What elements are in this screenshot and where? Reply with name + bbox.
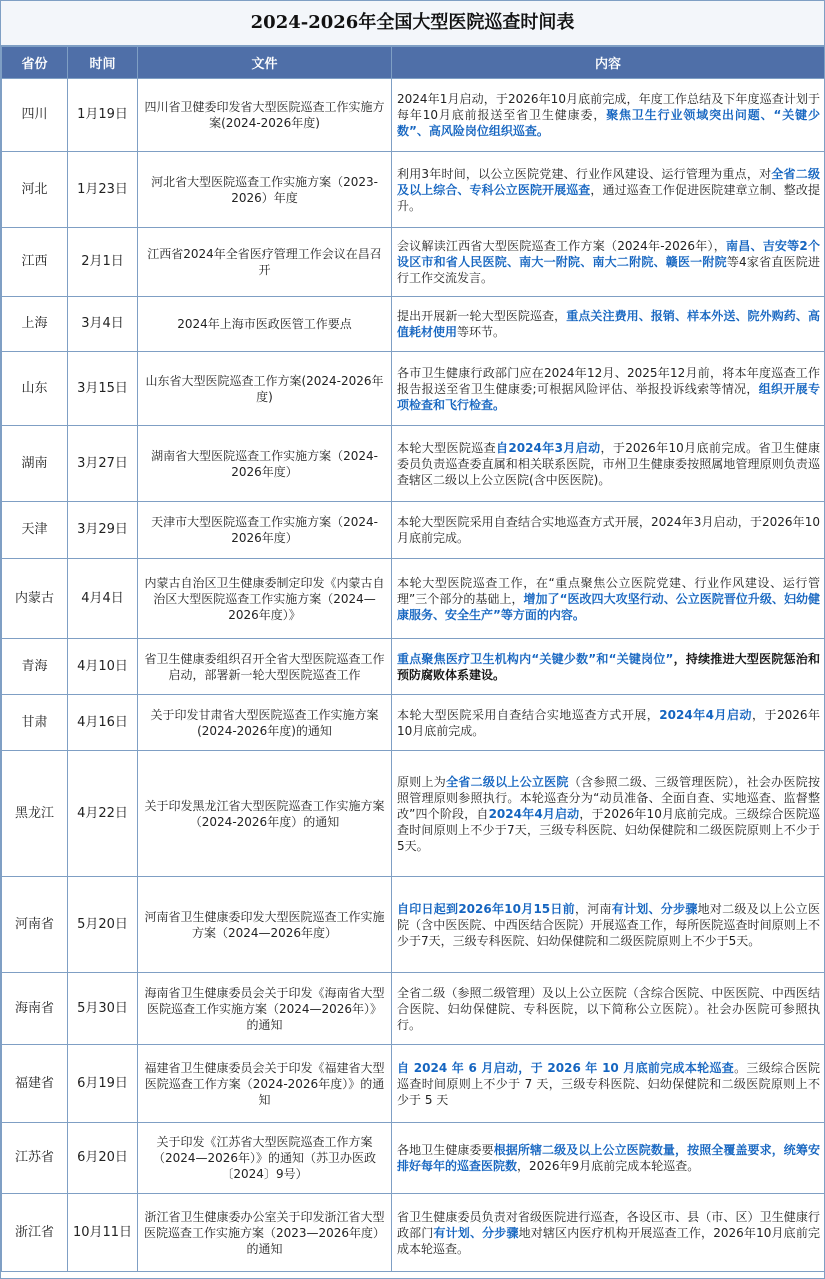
content-text: 各地卫生健康委要	[397, 1143, 494, 1157]
province-cell: 浙江省	[2, 1194, 68, 1272]
content-text: ，河南	[574, 901, 612, 916]
content-text: ，持续推进大型医院惩治和预防腐败体系建设。	[397, 651, 820, 682]
content-text: 利用3年时间，以公立医院党建、行业作风建设、运行管理为重点，对	[397, 166, 772, 181]
content-text: ，于2026年10月底前完成。省卫生健康委员负责巡查委直属和相关联系医院，市州卫生健康委按照属地管理原则负责巡查辖区二级以上公立医院(含中医医院)。	[397, 440, 820, 487]
content-text: 原则上为	[397, 774, 447, 789]
date-cell: 4月10日	[68, 639, 138, 695]
highlighted-text: 有计划、分步骤	[433, 1225, 519, 1240]
content-cell	[392, 152, 825, 228]
date-cell: 3月27日	[68, 426, 138, 502]
header-province: 省份	[2, 47, 68, 79]
content-text: 会议解读江西省大型医院巡查工作方案（2024年-2026年），	[397, 239, 726, 253]
table-row	[2, 502, 825, 559]
content-cell	[392, 1045, 825, 1123]
table-row	[2, 426, 825, 502]
content-text: 地对二级及以上公立医院（含中医医院、中西医结合医院）开展巡查工作，每所医院巡查时间原则上不少于7天，三级专科医院、妇幼保健院和二级医院原则上不少于5天。	[397, 901, 820, 948]
document-cell: 内蒙古自治区卫生健康委制定印发《内蒙古自治区大型医院巡查工作实施方案（2024—2026年度）》	[138, 559, 392, 639]
table-row	[2, 297, 825, 352]
content-text: ，于2026年10月底前完成。	[397, 707, 820, 738]
date-cell: 6月19日	[68, 1045, 138, 1123]
highlighted-text: 聚焦卫生行业领域突出问题、“关键少数”、高风险岗位组织巡查。	[397, 108, 820, 138]
date-cell: 3月29日	[68, 502, 138, 559]
content-text: 省卫生健康委员负责对省级医院进行巡查，各设区市、县（市、区）卫生健康行政部门	[397, 1209, 820, 1240]
content-text: 2024年1月启动，于2026年10月底前完成，年度工作总结及下年度巡查计划于每年10月底前报送至省卫生健康委，	[397, 92, 820, 122]
province-cell: 甘肃	[2, 695, 68, 751]
table-row	[2, 1194, 825, 1272]
page-title: 2024-2026年全国大型医院巡查时间表	[1, 1, 824, 46]
province-cell: 福建省	[2, 1045, 68, 1123]
document-cell: 山东省大型医院巡查工作方案(2024-2026年度)	[138, 352, 392, 426]
content-cell	[392, 502, 825, 559]
content-text: （含参照二级、三级管理医院），社会办医院按照管理原则参照执行。本轮巡查分为“动员准备、全面自查、实地巡查、监督整改”四个阶段，自	[397, 774, 820, 821]
date-cell: 4月22日	[68, 751, 138, 877]
content-cell	[392, 877, 825, 973]
table-row	[2, 1123, 825, 1194]
document-cell: 海南省卫生健康委员会关于印发《海南省大型医院巡查工作实施方案（2024—2026年）》的通知	[138, 973, 392, 1045]
header-document: 文件	[138, 47, 392, 79]
highlighted-text: 根据所辖二级及以上公立医院数量，按照全覆盖要求，统筹安排好每年的巡查医院数	[397, 1143, 820, 1173]
highlighted-text: 全省二级及以上综合、专科公立医院开展巡查	[397, 166, 820, 197]
content-cell	[392, 751, 825, 877]
province-cell: 青海	[2, 639, 68, 695]
highlighted-text: 增加了“医改四大攻坚行动、公立医院晋位升级、妇幼健康服务、安全生产”等方面的内容。	[397, 591, 820, 622]
content-text: 各市卫生健康行政部门应在2024年12月、2025年12月前，将本年度巡查工作报告报送至省卫生健康委;可根据风险评估、举报投诉线索等情况，	[397, 365, 820, 396]
province-cell: 河南省	[2, 877, 68, 973]
content-text: 本轮大型医院采用自查结合实地巡查方式开展，2024年3月启动，于2026年10月底前完成。	[397, 515, 820, 545]
table-row	[2, 352, 825, 426]
province-cell: 天津	[2, 502, 68, 559]
highlighted-text: 2024年4月启动	[659, 707, 752, 722]
content-cell	[392, 426, 825, 502]
table-row	[2, 152, 825, 228]
province-cell: 湖南	[2, 426, 68, 502]
highlighted-text: 自2024年3月启动	[496, 440, 601, 455]
document-cell: 浙江省卫生健康委办公室关于印发浙江省大型医院巡查工作实施方案（2023—2026年度）的通知	[138, 1194, 392, 1272]
table-row	[2, 639, 825, 695]
content-text: 等环节。	[457, 325, 506, 339]
header-date: 时间	[68, 47, 138, 79]
province-cell: 四川	[2, 79, 68, 152]
document-cell: 河南省卫生健康委印发大型医院巡查工作实施方案（2024—2026年度）	[138, 877, 392, 973]
date-cell: 3月15日	[68, 352, 138, 426]
content-cell	[392, 973, 825, 1045]
table-row	[2, 973, 825, 1045]
highlighted-text: 2024年4月启动	[488, 806, 580, 821]
content-cell	[392, 297, 825, 352]
province-cell: 江西	[2, 228, 68, 297]
highlighted-text: 重点关注费用、报销、样本外送、院外购药、高值耗材使用	[397, 309, 820, 339]
highlighted-text: 自 2024 年 6 月启动，于 2026 年 10 月底前完成本轮巡查	[397, 1060, 735, 1075]
content-cell	[392, 639, 825, 695]
content-text: ，通过巡查工作促进医院建章立制、整改提升。	[397, 182, 820, 213]
province-cell: 江苏省	[2, 1123, 68, 1194]
document-cell: 关于印发甘肃省大型医院巡查工作实施方案(2024-2026年度)的通知	[138, 695, 392, 751]
province-cell: 黑龙江	[2, 751, 68, 877]
highlighted-text: 自印日起到2026年10月15日前	[397, 901, 575, 916]
document-cell: 2024年上海市医政医管工作要点	[138, 297, 392, 352]
table-row	[2, 559, 825, 639]
date-cell: 5月20日	[68, 877, 138, 973]
document-cell: 关于印发《江苏省大型医院巡查工作方案（2024—2026年）》的通知（苏卫办医政〔2024〕9号）	[138, 1123, 392, 1194]
document-cell: 福建省卫生健康委员会关于印发《福建省大型医院巡查工作方案（2024-2026年度）》的通知	[138, 1045, 392, 1123]
date-cell: 10月11日	[68, 1194, 138, 1272]
content-text: 全省二级（参照二级管理）及以上公立医院（含综合医院、中医医院、中西医结合医院、妇幼保健院、专科医院，以下简称公立医院）。社会办医院可参照执行。	[397, 985, 820, 1032]
header-content: 内容	[392, 47, 825, 79]
table-row	[2, 1045, 825, 1123]
date-cell: 2月1日	[68, 228, 138, 297]
province-cell: 上海	[2, 297, 68, 352]
date-cell: 1月19日	[68, 79, 138, 152]
table-row	[2, 695, 825, 751]
content-text: 等4家省直医院进行工作交流发言。	[397, 255, 820, 285]
content-text: 。三级综合医院巡查时间原则上不少于 7 天，三级专科医院、妇幼保健院和二级医院原则上不少于 5 天	[397, 1060, 820, 1107]
content-cell	[392, 1123, 825, 1194]
content-text: 本轮大型医院巡查	[397, 440, 497, 455]
date-cell: 4月4日	[68, 559, 138, 639]
content-text: 本轮大型医院采用自查结合实地巡查方式开展，	[397, 707, 660, 722]
table-header-row	[2, 47, 825, 79]
content-text: ，于2026年10月底前完成。三级综合医院巡查时间原则上不少于7天，三级专科医院、妇幼保健院和二级医院原则上不少于5天。	[397, 806, 821, 853]
content-text: 地对辖区内医疗机构开展巡查工作，2026年10月底前完成本轮巡查。	[397, 1225, 820, 1256]
date-cell: 5月30日	[68, 973, 138, 1045]
document-cell: 江西省2024年全省医疗管理工作会议在昌召开	[138, 228, 392, 297]
table-row	[2, 877, 825, 973]
highlighted-text: 重点聚焦医疗卫生机构内“关键少数”和“关键岗位”	[397, 651, 674, 666]
date-cell: 3月4日	[68, 297, 138, 352]
document-cell: 省卫生健康委组织召开全省大型医院巡查工作启动，部署新一轮大型医院巡查工作	[138, 639, 392, 695]
content-cell	[392, 352, 825, 426]
document-cell: 河北省大型医院巡查工作实施方案（2023-2026）年度	[138, 152, 392, 228]
content-text: 本轮大型医院巡查工作，在“重点聚焦公立医院党建、行业作风建设、运行管理”三个部分的基础上，	[397, 575, 820, 606]
table-row	[2, 751, 825, 877]
date-cell: 4月16日	[68, 695, 138, 751]
document-cell: 天津市大型医院巡查工作实施方案（2024-2026年度）	[138, 502, 392, 559]
highlighted-text: 南昌、吉安等2个设区市和省人民医院、南大一附院、南大二附院、赣医一附院	[397, 239, 820, 269]
table-row	[2, 228, 825, 297]
province-cell: 山东	[2, 352, 68, 426]
content-cell	[392, 695, 825, 751]
date-cell: 6月20日	[68, 1123, 138, 1194]
highlighted-text: 有计划、分步骤	[611, 901, 698, 916]
highlighted-text: 全省二级以上公立医院	[446, 774, 569, 789]
content-text: ，2026年9月底前完成本轮巡查。	[517, 1159, 700, 1173]
date-cell: 1月23日	[68, 152, 138, 228]
content-cell	[392, 1194, 825, 1272]
content-cell	[392, 228, 825, 297]
province-cell: 河北	[2, 152, 68, 228]
document-cell: 湖南省大型医院巡查工作实施方案（2024-2026年度）	[138, 426, 392, 502]
schedule-table	[1, 46, 825, 1272]
province-cell: 内蒙古	[2, 559, 68, 639]
table-row	[2, 79, 825, 152]
highlighted-text: 组织开展专项检查和飞行检查。	[397, 381, 820, 412]
content-cell	[392, 559, 825, 639]
province-cell: 海南省	[2, 973, 68, 1045]
content-text: 提出开展新一轮大型医院巡查，	[397, 309, 567, 323]
document-cell: 四川省卫健委印发省大型医院巡查工作实施方案(2024-2026年度)	[138, 79, 392, 152]
document-cell: 关于印发黑龙江省大型医院巡查工作实施方案（2024-2026年度）的通知	[138, 751, 392, 877]
content-cell	[392, 79, 825, 152]
